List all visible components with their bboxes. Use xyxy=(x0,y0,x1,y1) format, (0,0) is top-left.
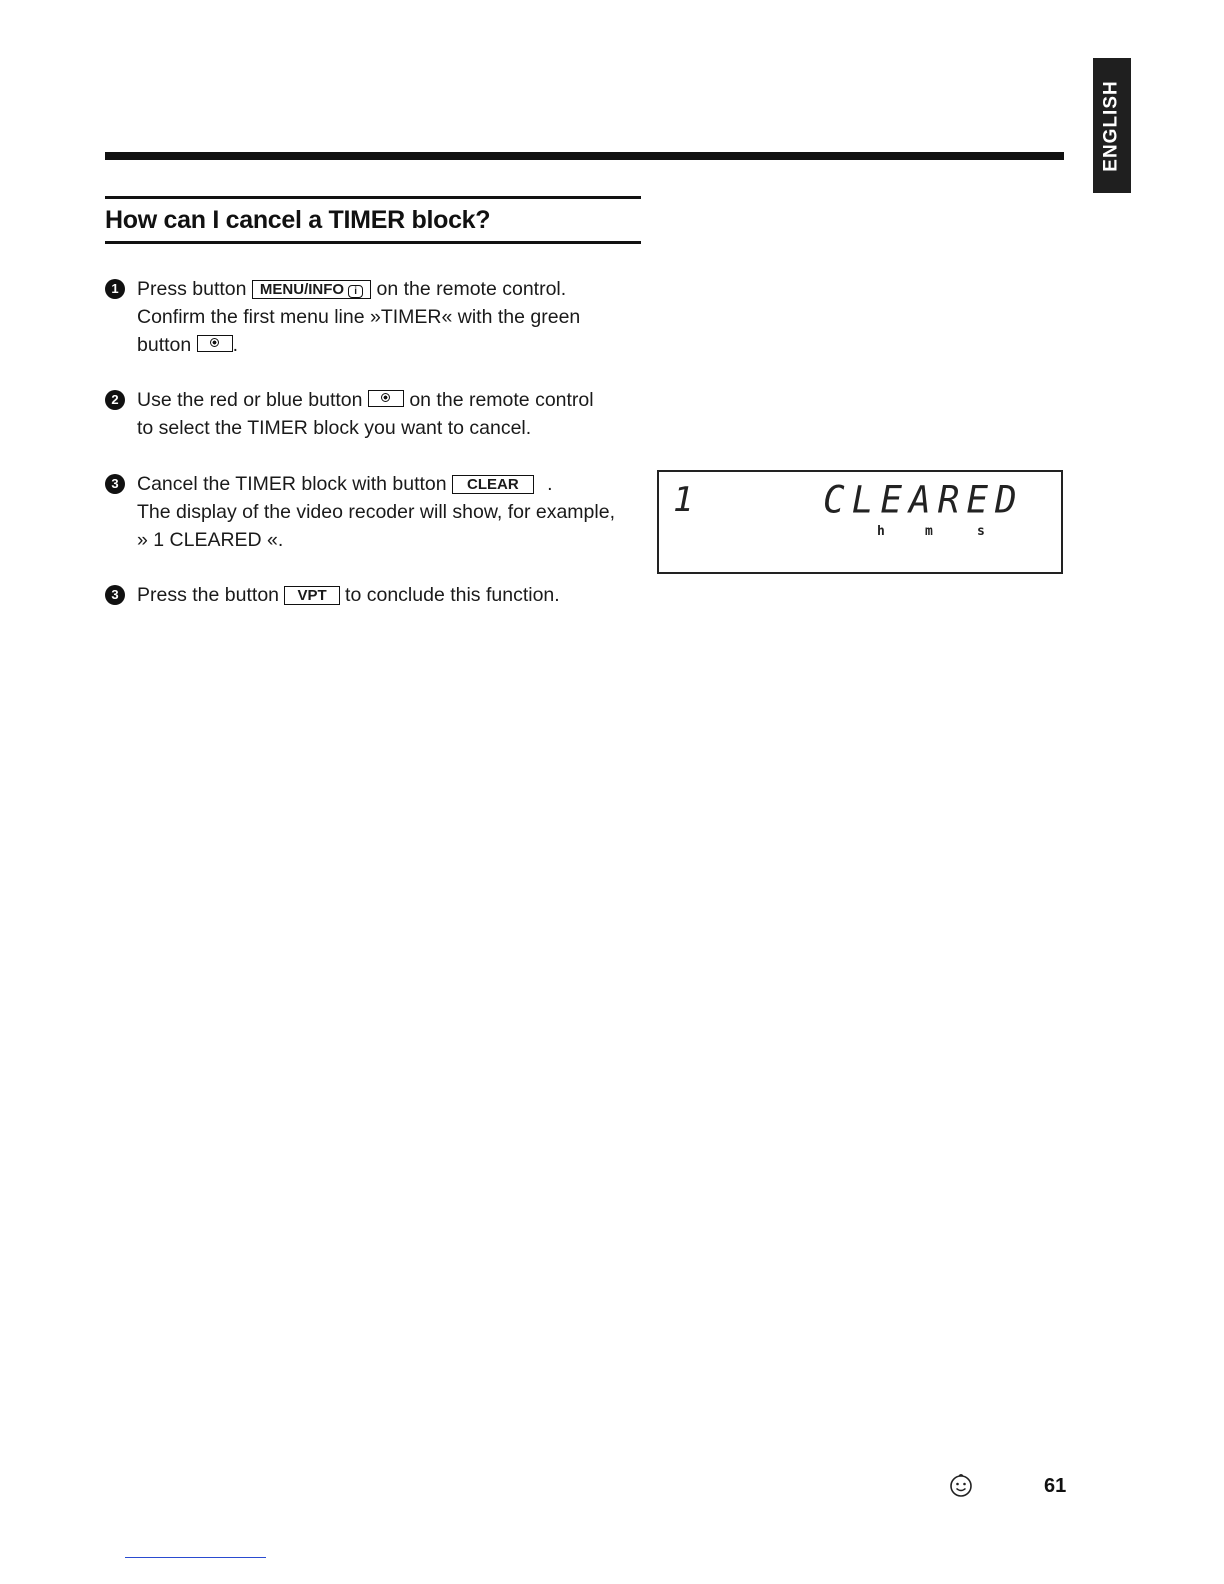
bottom-rule xyxy=(125,1557,266,1558)
vpt-key: VPT xyxy=(284,586,339,605)
display-unit-h: h xyxy=(877,524,885,539)
step-4-text-b: to conclude this function. xyxy=(345,584,560,606)
smiley-icon xyxy=(948,1472,974,1498)
step-2-text-a: Use the red or blue button xyxy=(137,389,363,411)
step-1-text-c: Confirm the first menu line »TIMER« with the green xyxy=(137,306,581,328)
language-tab xyxy=(1093,58,1131,193)
step-3-number: 3 xyxy=(105,474,125,494)
green-record-key-icon xyxy=(197,335,233,352)
step-3-text-c: The display of the video recoder will show, for example, xyxy=(137,501,615,523)
step-3-text-a: Cancel the TIMER block with button xyxy=(137,473,447,495)
step-1 xyxy=(105,275,650,359)
step-4-number: 3 xyxy=(105,585,125,605)
step-2-text-c: to select the TIMER block you want to cancel. xyxy=(137,417,532,439)
step-1-text-b: on the remote control. xyxy=(376,278,567,300)
step-2-text-b: on the remote control xyxy=(409,389,594,411)
page-number: 61 xyxy=(1044,1475,1067,1497)
display-number: 1 xyxy=(673,480,694,520)
color-record-key-icon xyxy=(368,390,404,407)
section-heading-box xyxy=(105,196,641,244)
display-unit-m: m xyxy=(925,524,933,539)
vcr-display xyxy=(657,470,1063,574)
step-3-text-d: » 1 CLEARED «. xyxy=(137,529,284,551)
step-3-text-b: . xyxy=(547,473,553,495)
section-heading: How can I cancel a TIMER block? xyxy=(105,205,491,234)
clear-key: CLEAR xyxy=(452,475,534,494)
display-text: CLEARED xyxy=(823,478,1024,523)
menu-info-key-label: MENU/INFO xyxy=(259,281,345,298)
step-1-number: 1 xyxy=(105,279,125,299)
step-1-text-e: . xyxy=(232,334,239,356)
step-4 xyxy=(105,581,650,609)
language-tab-label: ENGLISH xyxy=(1101,79,1123,172)
display-unit-s: s xyxy=(977,524,985,539)
menu-info-key xyxy=(252,280,371,299)
step-3 xyxy=(105,470,650,554)
step-1-text-a: Press button xyxy=(137,278,247,300)
top-rule xyxy=(105,152,1064,160)
step-4-text-a: Press the button xyxy=(137,584,280,606)
step-1-text-d: button xyxy=(137,334,192,356)
step-2 xyxy=(105,386,650,442)
step-2-number: 2 xyxy=(105,390,125,410)
info-icon: i xyxy=(348,285,363,298)
